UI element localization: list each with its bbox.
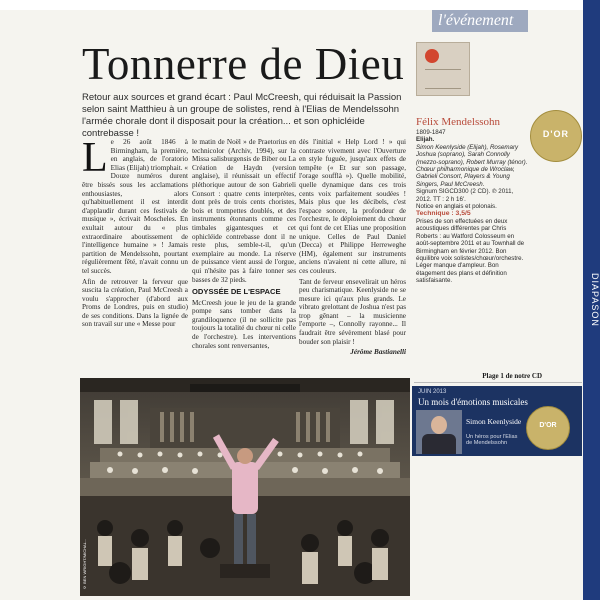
concert-hall-photo bbox=[80, 378, 410, 596]
diapason-dor-badge-icon bbox=[530, 110, 582, 162]
diapason-dor-small-badge-icon bbox=[526, 406, 570, 450]
cd-track-note: Plage 1 de notre CD bbox=[482, 372, 542, 380]
performers: Simon Keenlyside (Elijah), Rosemary Joshua (soprano), Sarah Connolly (mezzo-soprano), Robert Murray (ténor). Chœur philharmonique de Wroclaw, Gabrieli Consort, Players & Young Singers, Paul McCreesh. bbox=[416, 143, 528, 188]
composer-dates: 1809-1847 bbox=[416, 129, 446, 136]
article-column-3 bbox=[299, 138, 406, 357]
cover-graphic bbox=[425, 69, 461, 89]
section-kicker: l'événement bbox=[432, 10, 528, 32]
paragraph: e 26 août 1846 à Birmingham, la première, en anglais, de l'oratorio Elias (Elijah) triomphait. « Douze numéros durent être bissés sous les acclamations enthousiastes, alors qu'habituellement il est interdit d'applaudir durant ces festivals de musique », écrivait Moscheles. En exultait autour du « plus extraordinaire aboutissement de l'intelligence humaine » ! Jamais partition de Mendelssohn, pourtant régulièrement fêté, n'avait connu un tel succès. bbox=[82, 138, 188, 275]
badge-label: D'OR bbox=[542, 129, 570, 139]
notice-info: Notice en anglais et polonais. bbox=[416, 203, 497, 211]
promo-box bbox=[412, 386, 582, 456]
portrait-body bbox=[422, 434, 456, 454]
cover-emblem-icon bbox=[425, 49, 439, 63]
promo-tagline: Un héros pour l'Elias de Mendelssohn bbox=[466, 434, 518, 447]
badge-label: D'OR bbox=[539, 422, 557, 429]
portrait-head bbox=[431, 416, 447, 434]
promo-photo bbox=[416, 410, 462, 454]
work-title: Elijah. bbox=[416, 136, 435, 144]
promo-artist-name: Simon Keenlyside bbox=[466, 417, 522, 426]
paragraph: McCreesh joue le jeu de la grande pompe sans tomber dans la grandiloquence (il ne sollicite pas toujours la totalité du chœur ni celle de l'orchestre). Les interventions chorales sont renversantes, bbox=[192, 298, 296, 350]
article-title: Tonnerre de Dieu bbox=[82, 39, 405, 89]
album-cover bbox=[416, 42, 470, 96]
drop-cap: L bbox=[82, 135, 108, 181]
paragraph: le matin de Noël » de Praetorius en technicolor (Archiv, 1994), sur la Missa salisburgensis de Biber ou La Création de Haydn (version anglaise), il réunissait un effectif pléthorique autour de son Gabrieli Consort : quatre cents interprètes, dont près de trois cents choristes, bois et trompettes doublés, et des instruments étonnants comme ces timbales gigantesques et cet ophicléide contrebasse dont il ne reste plus, semble-t-il, qu'un exemplaire au monde. La réserve de puissance vient aussi de l'orgue, qui n'hésite pas à faire tonner ses basses de 32 pieds. bbox=[192, 138, 296, 284]
subheading: ODYSSÉE DE L'ESPACE bbox=[192, 287, 281, 297]
paragraph: Tant de ferveur ensevelirait un héros peu charismatique. Keenlyside ne se mesure ici qu'aux plus grands. Le vibrato grelottant de Joshua n'est pas trop gênant – la musicienne l'emporte –, Connolly rayonne... Il faudrait être sévèrement blasé pour bouder son plaisir ! bbox=[299, 277, 406, 346]
paragraph: Afin de retrouver la ferveur que suscita la création, Paul McCreesh a voulu s'approcher (d'abord aux Proms de Londres, puis en studio) de ses conditions. Dans la lignée de son travail sur une « Messe pour bbox=[82, 277, 188, 329]
promo-title: Un mois d'émotions musicales bbox=[418, 397, 528, 407]
label-info: Signum SIGCD300 (2 CD). ℗ 2011, 2012. TT : 2 h 16'. bbox=[416, 188, 514, 203]
promo-date: JUIN 2013 bbox=[418, 389, 447, 395]
article-column-2 bbox=[192, 138, 296, 352]
top-strip bbox=[0, 0, 600, 10]
article-lede: Retour aux sources et grand écart : Paul McCreesh, qui réduisait la Passion selon saint Matthieu à un groupe de solistes, rend à l'Elias de Mendelssohn l'armée chorale dont il disposait pour la création... et son ophicléide contrebasse ! bbox=[82, 92, 402, 139]
technique-rating: Technique : 3,5/5 bbox=[416, 210, 471, 218]
paragraph: dès l'initial « Help Lord ! » qui contraste vivement avec l'Ouverture en style fuguée, jusqu'aux effets de tempête (« Et sur son passage, l'orage soufflà »). Quelle mobilité, quelle dynamique dans ces trois cents voix parfaitement soudées ! Mais plus que les décibels, c'est l'espace sonore, la profondeur de l'orchestre, le déploiement du chœur qui font de cet Elias une proposition unique. Celles de Paul Daniel (Decca) et Philippe Herreweghe (HM), également sur instruments anciens n'avaient ni cette allure, ni ces couleurs. bbox=[299, 138, 406, 275]
photo-illustration bbox=[80, 378, 410, 596]
divider bbox=[414, 382, 582, 383]
composer-name: Félix Mendelssohn bbox=[416, 116, 501, 128]
edge-label: DIAPASON bbox=[590, 273, 600, 327]
review-box bbox=[416, 116, 528, 285]
article-column-1 bbox=[82, 135, 188, 331]
author-signature: Jérôme Bastianelli bbox=[350, 348, 406, 357]
technique-note: Prises de son effectuées en deux acoustiques différentes par Chris Roberts : au Watford Colosseum en août-septembre 2011 et au Townhall de Birmingham en février 2012. Bon équilibre voix solistes/chœur/orchestre. Léger manque d'ampleur. Bon étagement des plans et définition satisfaisante. bbox=[416, 217, 525, 285]
photo-credit: © BEN WRIGHT/MICHAL... bbox=[82, 538, 87, 590]
